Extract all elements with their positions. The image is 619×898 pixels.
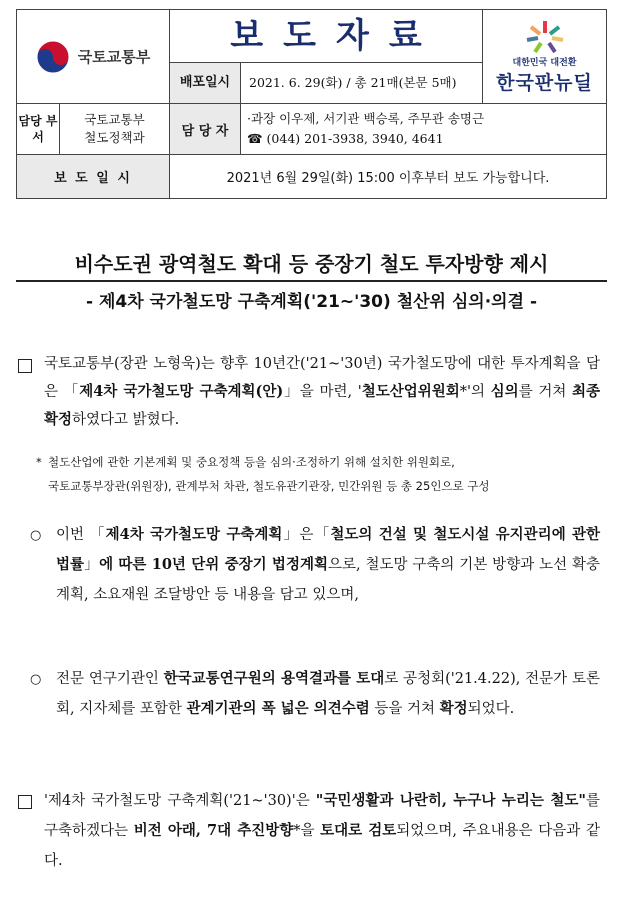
p1-bold: 제4차 국가철도망 구축계획(안): [79, 383, 284, 400]
p3-text-3: 등을 거쳐: [369, 701, 440, 717]
contact-label: 담 당 자: [170, 104, 241, 154]
dept-label: 담당 부서: [17, 104, 60, 154]
circle-bullet: ○: [30, 672, 42, 687]
p4-bold: "국민생활과 나란히, 누구나 누리는 철도": [315, 792, 586, 809]
square-bullet-icon: [18, 795, 32, 809]
p1-text: 국토교통부(장관 노형욱)는 향후 10년간('21~'30년) 국가철도망에 대한 투자계획을 담은 「: [44, 356, 600, 400]
p3-text: 전문 연구기관인: [56, 671, 164, 687]
p4-text: '제4차 국가철도망 구축계획('21~'30)'은: [44, 793, 316, 809]
p1-text-4: 를 거쳐: [518, 384, 572, 400]
p1-bold-4: 최종 확정: [44, 383, 601, 428]
embargo-label: 보 도 일 시: [17, 155, 170, 199]
p3-text-4: 되었다.: [467, 701, 515, 717]
p1-bold-3: 심의: [490, 383, 519, 400]
p3-bold-2: 관계기관의 폭 넓은 의견수렴: [186, 700, 370, 717]
contact-cell: [170, 104, 607, 155]
p1-text-3: *'의: [459, 384, 491, 400]
title-cell: [170, 10, 483, 104]
p4-bold-2: 비전 아래, 7대 추진방향: [133, 822, 294, 839]
paragraph-3: [56, 664, 600, 724]
circle-bullet: ○: [30, 528, 42, 543]
headline-rule: [16, 280, 607, 282]
press-release-header: [16, 9, 607, 199]
p2-text-2: 」은「: [282, 527, 331, 543]
dept-ministry: 국토교통부: [84, 112, 145, 127]
release-label: 배포일시: [170, 63, 241, 103]
p2-bold: 제4차 국가철도망 구축계획: [105, 526, 283, 543]
contact-phone: ☎ (044) 201-3938, 3940, 4641: [247, 131, 444, 146]
footnote-line-2: 국토교통부장관(위원장), 관계부처 차관, 철도유관기관장, 민간위원 등 총 25인으로 구성: [48, 479, 490, 493]
newdeal-title: 한국판뉴딜: [496, 71, 593, 94]
subheadline: - 제4차 국가철도망 구축계획('21~'30) 철산위 심의·의결 -: [85, 292, 537, 312]
p4-text-2: 를 구축하겠다는: [44, 793, 600, 839]
footnote-line-1: 철도산업에 관한 기본계획 및 중요정책 등을 심의·조정하기 위해 설치한 위원회로,: [48, 455, 455, 469]
ministry-logo-cell: [17, 10, 170, 104]
p3-bold-3: 확정: [439, 700, 468, 717]
footnote-star: *: [36, 455, 42, 469]
contact-names: ·과장 이우제, 서기관 백승록, 주무관 송명근: [247, 111, 485, 126]
newdeal-burst-icon: [523, 19, 567, 55]
paragraph-2: [56, 520, 600, 610]
newdeal-logo-cell: [483, 10, 607, 104]
embargo-value: 2021년 6월 29일(화) 15:00 이후부터 보도 가능합니다.: [170, 155, 607, 199]
paragraph-4: [44, 786, 600, 876]
footnote: [48, 450, 608, 498]
p3-bold: 한국교통연구원의 용역결과를 토대: [163, 670, 385, 687]
p2-text: 이번 「: [56, 527, 106, 543]
p2-text-4: 으로, 철도망 구축의 기본 방향과 노선 확충계획, 소요재원 조달방안 등 내용을 담고 있으며,: [56, 557, 601, 603]
p4-text-3: *을: [293, 823, 321, 839]
dept-cell: [17, 104, 170, 155]
p4-bold-3: 토대로 검토: [320, 822, 397, 839]
p3-text-2: 로 공청회('21.4.22), 전문가 토론회, 지자체를 포함한: [56, 671, 600, 717]
square-bullet-icon: [18, 359, 32, 373]
p2-bold-2: 철도의 건설 및 철도시설 유지관리에 관한 법률: [56, 526, 601, 573]
release-value: 2021. 6. 29(화) / 총 21매(본문 5매): [249, 75, 457, 90]
paragraph-1: [44, 350, 600, 434]
p1-bold-2: 철도산업위원회: [361, 383, 460, 400]
p2-text-3: 」: [84, 557, 100, 573]
p4-text-4: 되었으며, 주요내용은 다음과 같다.: [44, 823, 600, 869]
newdeal-subtitle: 대한민국 대전환: [512, 57, 577, 68]
p1-text-5: 하였다고 밝혔다.: [72, 412, 180, 428]
p1-text-2: 」을 마련, ': [283, 384, 362, 400]
headline: 비수도권 광역철도 확대 등 중장기 철도 투자방향 제시: [74, 252, 549, 276]
ministry-name: 국토교통부: [77, 48, 151, 66]
p2-bold-3: 에 따른 10년 단위 중장기 법정계획: [99, 556, 328, 573]
taegeuk-logo-icon: [36, 40, 70, 74]
dept-division: 철도정책과: [84, 130, 145, 145]
document-title: 보도자료: [170, 10, 482, 63]
